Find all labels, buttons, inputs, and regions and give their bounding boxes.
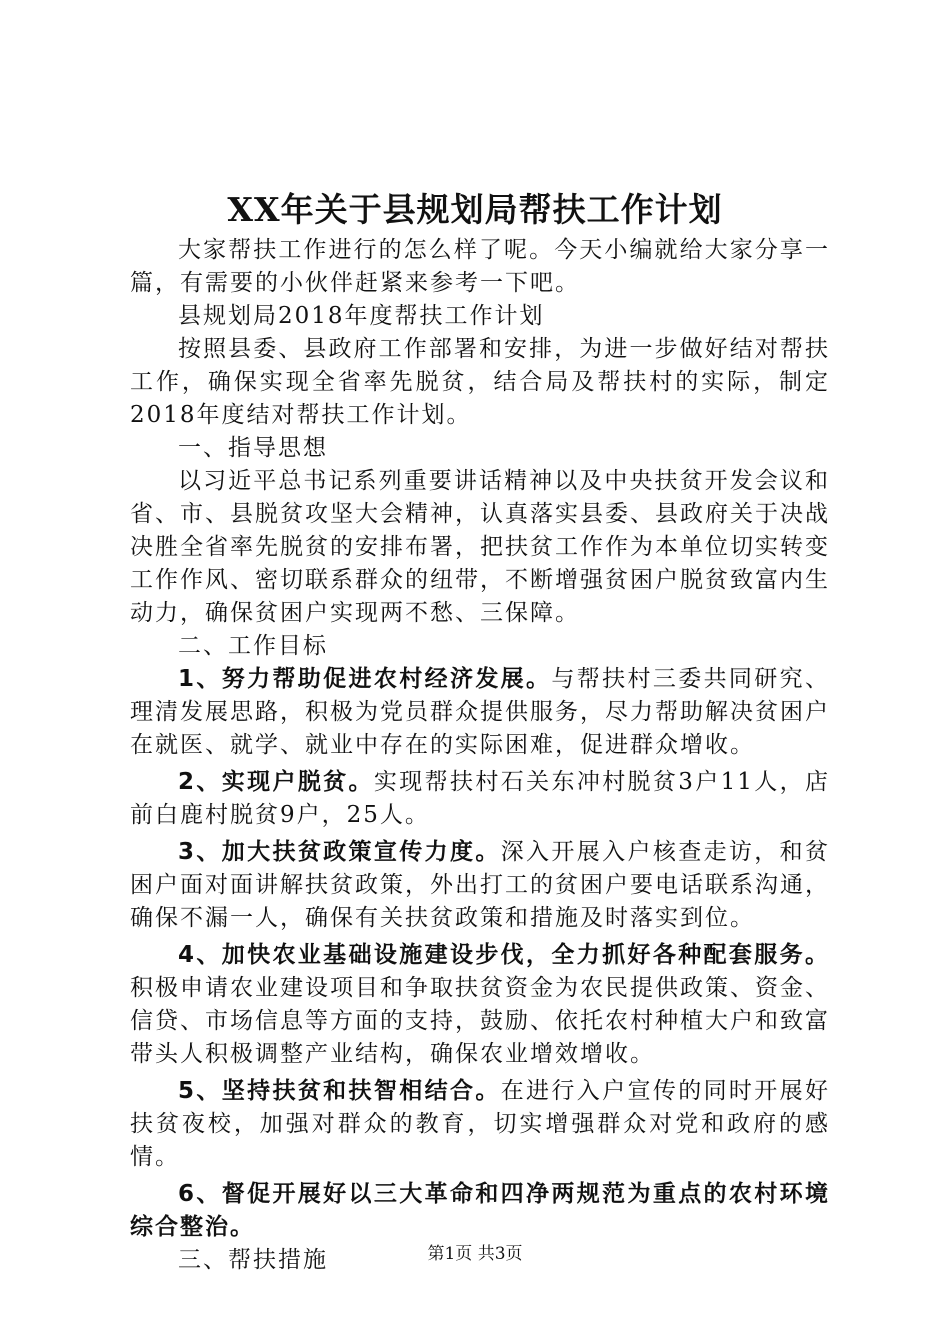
goal-item-6-lead: 6、督促开展好以三大革命和四净两规范为重点的农村环境综合整治。 — [130, 1181, 830, 1240]
goal-item-2-lead: 2、实现户脱贫。 — [178, 769, 374, 795]
goal-item-2 — [130, 766, 830, 832]
goal-item-1 — [130, 663, 830, 762]
guiding-thought-paragraph: 以习近平总书记系列重要讲话精神以及中央扶贫开发会议和省、市、县脱贫攻坚大会精神，认真落实县委、县政府关于决战决胜全省率先脱贫的安排布署，把扶贫工作作为本单位切实转变工作作风、密切联系群众的纽带，不断增强贫困户脱贫致富内生动力，确保贫困户实现两不愁、三保障。 — [130, 468, 830, 626]
goal-item-6 — [130, 1178, 830, 1244]
plan-subtitle: 县规划局2018年度帮扶工作计划 — [178, 303, 545, 329]
document-title: XX年关于县规划局帮扶工作计划 — [227, 190, 723, 229]
section-heading-work-goals: 二、工作目标 — [178, 633, 328, 659]
document-body — [130, 234, 830, 1277]
goal-item-2-text: 实现帮扶村石关东冲村脱贫3户11人，店前白鹿村脱贫9户，25人。 — [130, 769, 830, 828]
section-heading-guiding-thought: 一、指导思想 — [178, 435, 328, 461]
goal-item-3-lead: 3、加大扶贫政策宣传力度。 — [178, 839, 501, 865]
goal-item-4 — [130, 939, 830, 1071]
goal-item-1-lead: 1、努力帮助促进农村经济发展。 — [178, 666, 552, 692]
intro-paragraph: 大家帮扶工作进行的怎么样了呢。今天小编就给大家分享一篇，有需要的小伙伴赶紧来参考一下吧。 — [130, 237, 830, 296]
page-number-footer: 第1页 共3页 — [427, 1244, 523, 1264]
goal-item-4-text: 积极申请农业建设项目和争取扶贫资金为农民提供政策、资金、信贷、市场信息等方面的支持，鼓励、依托农村种植大户和致富带头人积极调整产业结构，确保农业增效增收。 — [130, 975, 830, 1067]
goal-item-1-text: 与帮扶村三委共同研究、理清发展思路，积极为党员群众提供服务，尽力帮助解决贫困户在就医、就学、就业中存在的实际困难，促进群众增收。 — [130, 666, 830, 758]
goal-item-5-lead: 5、坚持扶贫和扶智相结合。 — [178, 1078, 501, 1104]
goal-item-3 — [130, 836, 830, 935]
goal-item-5 — [130, 1075, 830, 1174]
goal-item-3-text: 深入开展入户核查走访，和贫困户面对面讲解扶贫政策，外出打工的贫困户要电话联系沟通，确保不漏一人，确保有关扶贫政策和措施及时落实到位。 — [130, 839, 830, 931]
preface-paragraph: 按照县委、县政府工作部署和安排，为进一步做好结对帮扶工作，确保实现全省率先脱贫，结合局及帮扶村的实际，制定2018年度结对帮扶工作计划。 — [130, 336, 830, 428]
goal-item-5-text: 在进行入户宣传的同时开展好扶贫夜校，加强对群众的教育，切实增强群众对党和政府的感情。 — [130, 1078, 830, 1170]
section-heading-support-measures: 三、帮扶措施 — [178, 1247, 328, 1273]
goal-item-4-lead: 4、加快农业基础设施建设步伐，全力抓好各种配套服务。 — [178, 942, 830, 968]
